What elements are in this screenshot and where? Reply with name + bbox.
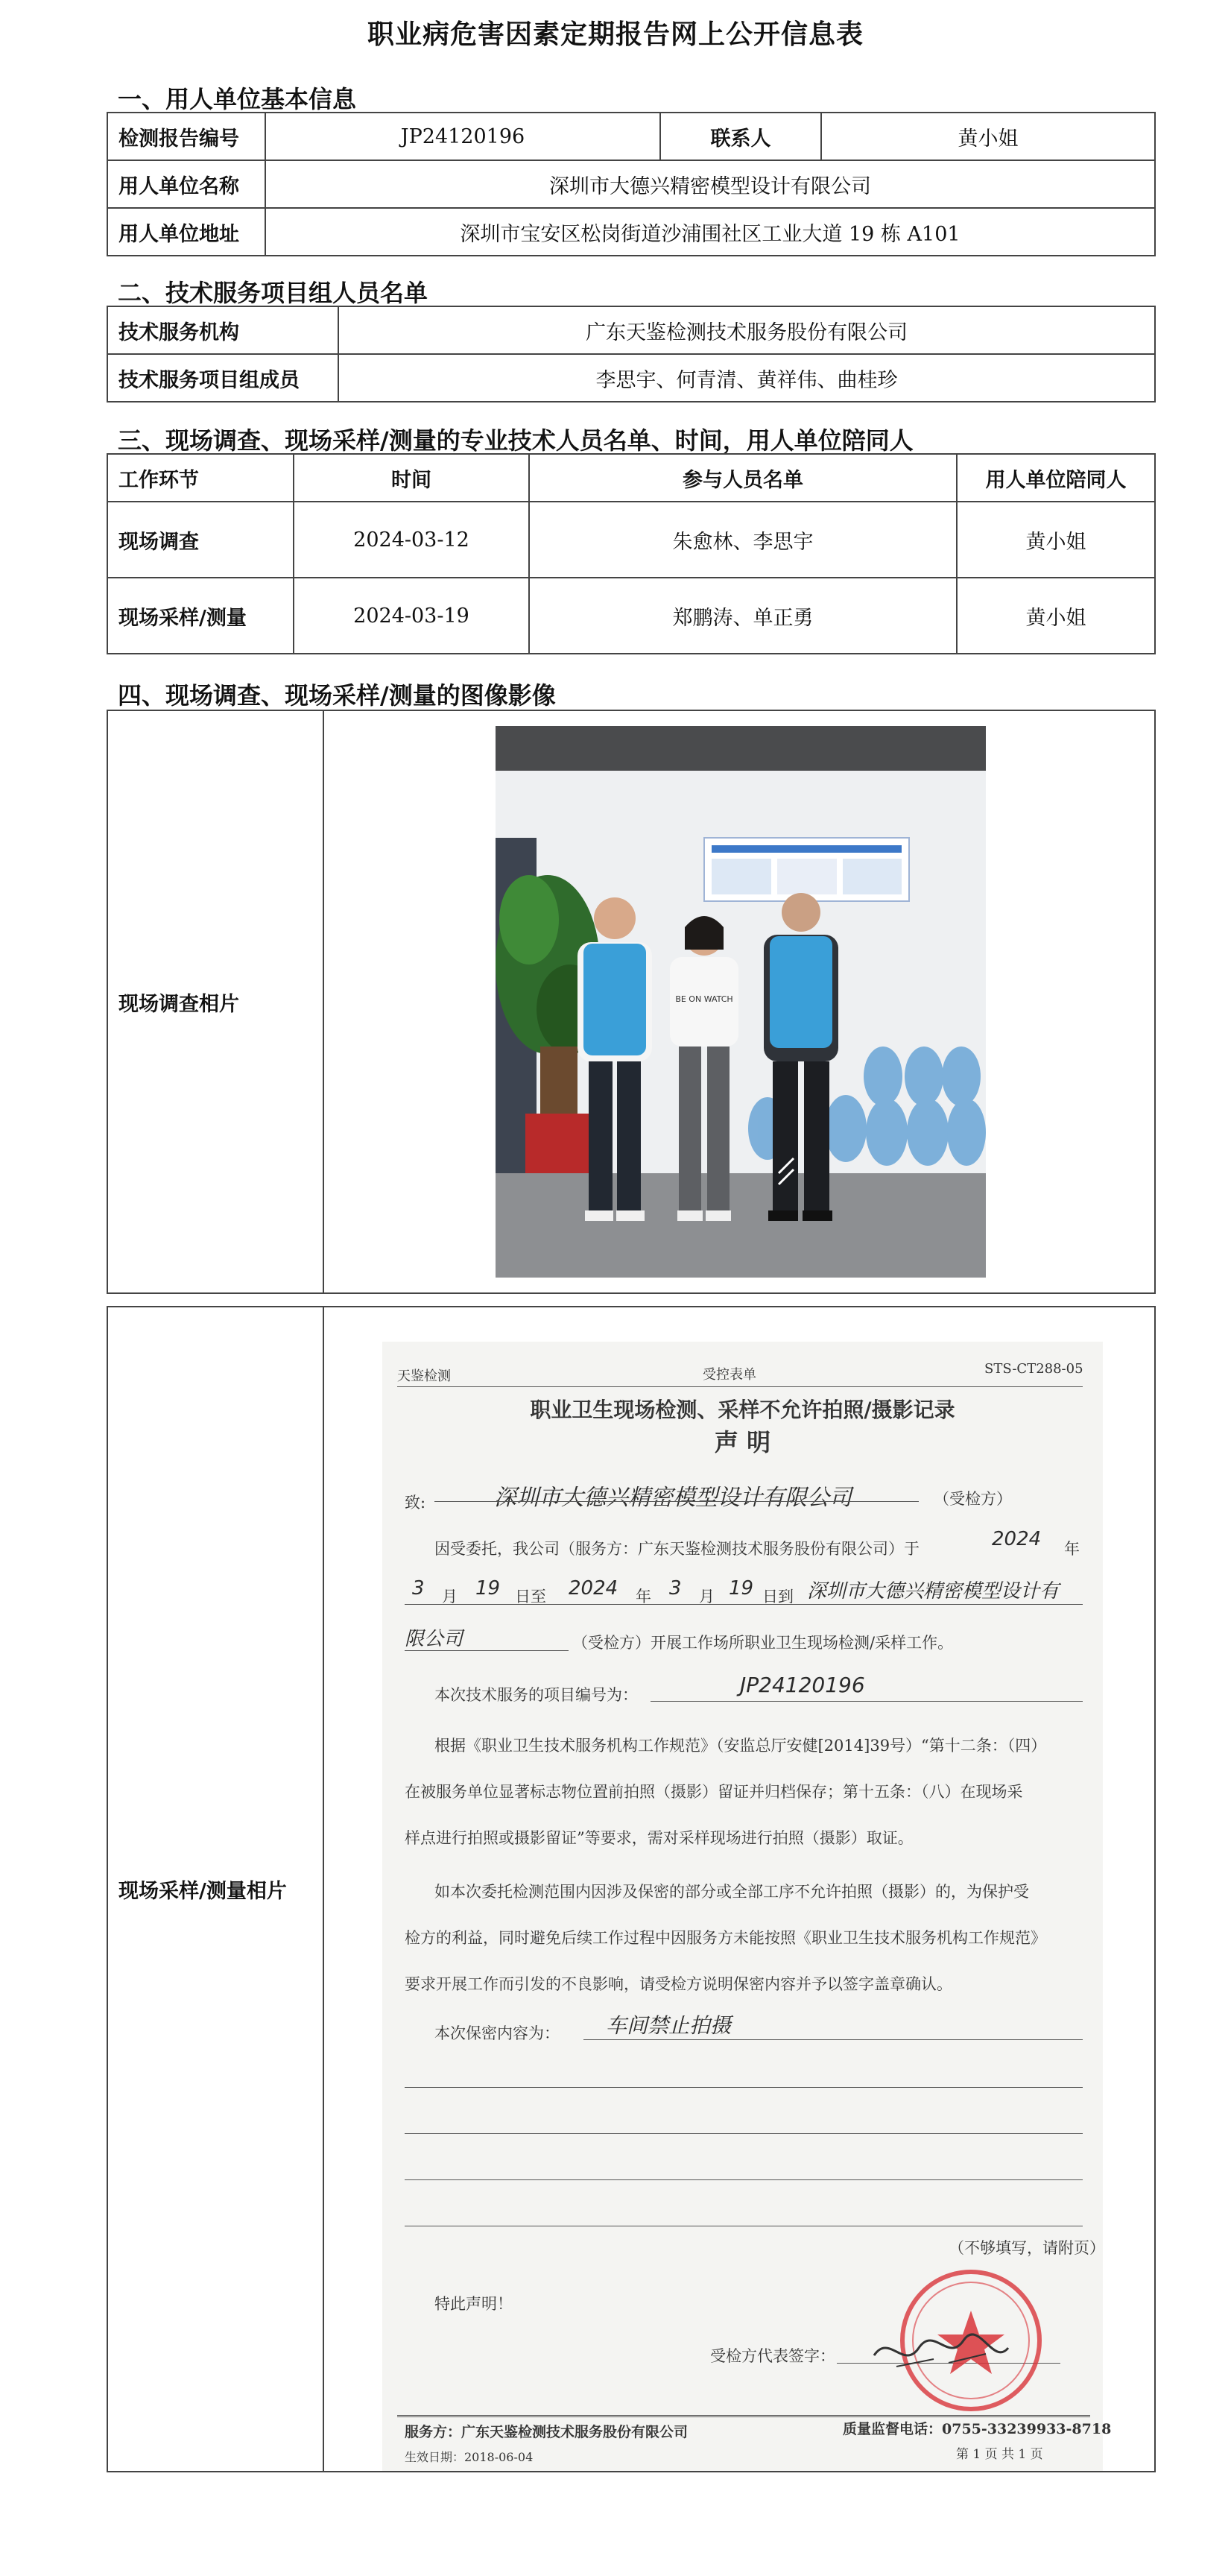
members-label: 技术服务项目组成员 — [107, 354, 338, 402]
header-date: 时间 — [294, 454, 529, 502]
team-table — [107, 306, 1156, 402]
doc-month2: 3 — [669, 1577, 682, 1600]
sampling-photo-label: 现场采样/测量相片 — [107, 1307, 323, 2472]
row-stage: 现场采样/测量 — [107, 578, 294, 654]
doc-place2: 限公司 — [405, 1628, 463, 1650]
doc-p1g: 日到 — [762, 1588, 794, 1606]
doc-secret-value: 车间禁止拍摄 — [606, 2013, 732, 2038]
doc-p1h: （受检方）开展工作场所职业卫生现场检测/采样工作。 — [572, 1634, 954, 1652]
survey-photo — [496, 726, 986, 1278]
doc-heading: 职业卫生现场检测、采样不允许拍照/摄影记录 — [530, 1398, 955, 1422]
row-people: 朱愈林、李思宇 — [529, 502, 957, 578]
doc-footer-date: 生效日期：2018-06-04 — [405, 2450, 534, 2464]
contact-value: 黄小姐 — [821, 113, 1155, 160]
doc-place1: 深圳市大德兴精密模型设计有 — [807, 1580, 1060, 1603]
section-2-heading: 二、技术服务项目组人员名单 — [118, 279, 428, 307]
page-title: 职业病危害因素定期报告网上公开信息表 — [367, 19, 864, 50]
report-no-label: 检测报告编号 — [107, 113, 265, 160]
doc-footer-left: 服务方：广东天鉴检测技术服务股份有限公司 — [405, 2424, 689, 2440]
report-no-value: JP24120196 — [265, 113, 660, 160]
doc-proj-value: JP24120196 — [740, 1673, 865, 1697]
row-stage: 现场调查 — [107, 502, 294, 578]
doc-day2: 19 — [729, 1577, 754, 1600]
company-label: 用人单位名称 — [107, 160, 265, 208]
header-escort: 用人单位陪同人 — [957, 454, 1155, 502]
doc-secret-label: 本次保密内容为： — [434, 2024, 560, 2042]
vest-text: BE ON WATCH — [675, 994, 733, 1004]
doc-top-left: 天鉴检测 — [397, 1368, 451, 1384]
doc-p3c: 要求开展工作而引发的不良影响，请受检方说明保密内容并予以签字盖章确认。 — [405, 1975, 952, 1993]
doc-closing: 特此声明！ — [434, 2295, 513, 2313]
doc-p3: 如本次委托检测范围内因涉及保密的部分或全部工序不允许拍照（摄影）的，为保护受 — [434, 1883, 1029, 1901]
schedule-table — [107, 453, 1156, 654]
org-label: 技术服务机构 — [107, 306, 338, 354]
table-row — [107, 502, 1155, 578]
basic-info-table — [107, 112, 1156, 256]
doc-sign-label: 受检方代表签字： — [710, 2347, 835, 2365]
address-value: 深圳市宝安区松岗街道沙浦围社区工业大道 19 栋 A101 — [265, 208, 1155, 256]
doc-p1b: 年 — [1064, 1540, 1080, 1558]
company-value: 深圳市大德兴精密模型设计有限公司 — [265, 160, 1155, 208]
contact-label: 联系人 — [660, 113, 821, 160]
header-stage: 工作环节 — [107, 454, 294, 502]
header-people: 参与人员名单 — [529, 454, 957, 502]
doc-to-value: 深圳市大德兴精密模型设计有限公司 — [494, 1485, 852, 1511]
doc-month1: 3 — [412, 1577, 425, 1600]
doc-to-suffix: （受检方） — [934, 1490, 1012, 1508]
survey-photo-image — [496, 726, 986, 1278]
doc-p1c: 月 — [442, 1588, 458, 1606]
doc-day1: 19 — [475, 1577, 501, 1600]
row-people: 郑鹏涛、单正勇 — [529, 578, 957, 654]
section-4-heading: 四、现场调查、现场采样/测量的图像影像 — [118, 681, 556, 710]
row-date: 2024-03-19 — [294, 578, 529, 654]
doc-p1f: 月 — [699, 1588, 715, 1606]
survey-photo-label: 现场调查相片 — [107, 710, 323, 1293]
signature-image — [867, 2326, 1016, 2378]
doc-more-note: （不够填写，请附页） — [949, 2239, 1105, 2257]
doc-p1d: 日至 — [515, 1588, 546, 1606]
doc-footer-page: 第 1 页 共 1 页 — [956, 2447, 1043, 2462]
doc-top-mid: 受控表单 — [703, 1367, 756, 1383]
address-label: 用人单位地址 — [107, 208, 265, 256]
section-1-heading: 一、用人单位基本信息 — [118, 85, 357, 113]
doc-subheading: 声 明 — [714, 1428, 771, 1456]
table-row — [107, 578, 1155, 654]
doc-p1e: 年 — [636, 1588, 651, 1606]
doc-p2c: 样点进行拍照或摄影留证”等要求，需对采样现场进行拍照（摄影）取证。 — [405, 1829, 914, 1847]
doc-p2b: 在被服务单位显著标志物位置前拍照（摄影）留证并归档保存；第十五条：（八）在现场采 — [405, 1783, 1023, 1801]
doc-to-label: 致: — [405, 1494, 426, 1512]
doc-p2: 根据《职业卫生技术服务机构工作规范》（安监总厅安健[2014]39号）“第十二条：（四） — [434, 1737, 1047, 1755]
members-value: 李思宇、何青清、黄祥伟、曲桂珍 — [338, 354, 1155, 402]
doc-p3b: 检方的利益，同时避免后续工作过程中因服务方未能按照《职业卫生技术服务机构工作规范》 — [405, 1929, 1046, 1947]
row-escort: 黄小姐 — [957, 578, 1155, 654]
doc-p1a: 因受委托，我公司（服务方：广东天鉴检测技术服务股份有限公司）于 — [434, 1540, 920, 1558]
doc-top-right: STS-CT288-05 — [984, 1361, 1083, 1377]
section-3-heading: 三、现场调查、现场采样/测量的专业技术人员名单、时间，用人单位陪同人 — [118, 426, 914, 455]
row-escort: 黄小姐 — [957, 502, 1155, 578]
org-value: 广东天鉴检测技术服务股份有限公司 — [338, 306, 1155, 354]
doc-proj-label: 本次技术服务的项目编号为： — [434, 1686, 638, 1704]
doc-year2: 2024 — [569, 1577, 618, 1600]
row-date: 2024-03-12 — [294, 502, 529, 578]
doc-year: 2024 — [992, 1528, 1042, 1550]
declaration-document — [382, 1342, 1112, 2471]
doc-footer-right: 质量监督电话：0755-33239933-8718 — [843, 2421, 1112, 2437]
